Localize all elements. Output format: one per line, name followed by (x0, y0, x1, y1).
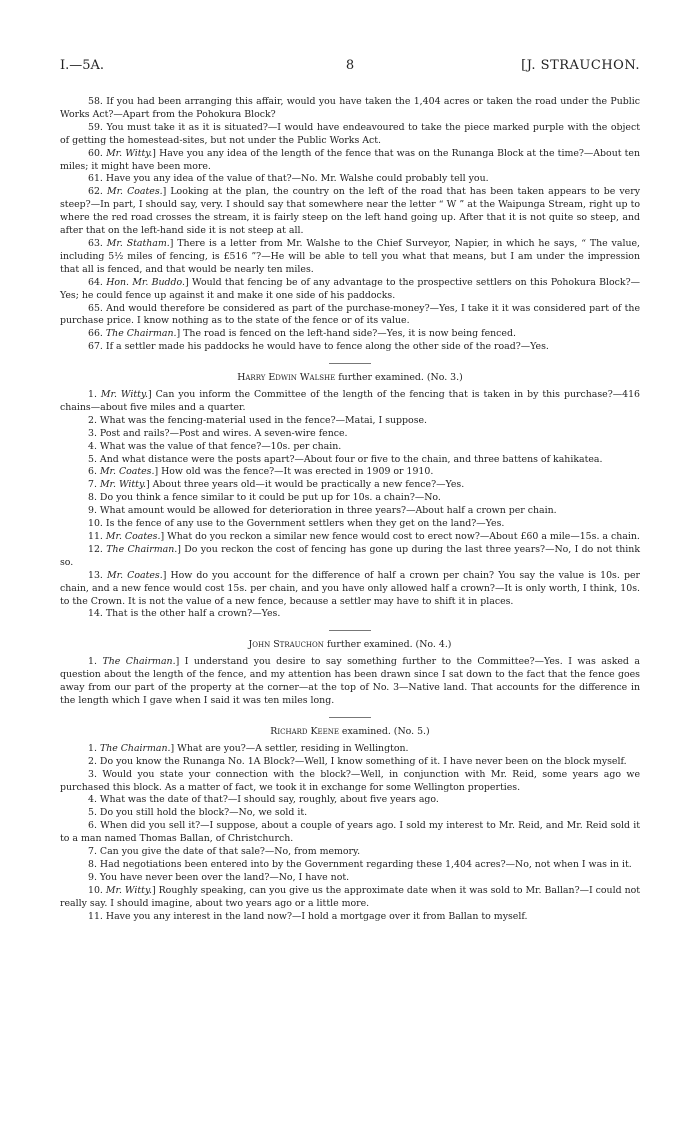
section-divider (329, 717, 371, 718)
testimony-paragraph (60, 794, 640, 807)
testimony-paragraph (60, 479, 640, 492)
speaker-label: Mr. Coates. (99, 466, 155, 478)
testimony-text: ] Would that fencing be of any advantage to the prospective settlers on this Pohokura Block?—Yes; he could fence up against it and make it one side of his paddocks. (60, 276, 641, 301)
question-number: 7. (88, 479, 97, 491)
speaker-label: Mr. Witty. (100, 389, 148, 401)
testimony-text: 11. Have you any interest in the land now?—I hold a mortgage over it from Ballan to myself. (88, 910, 528, 922)
section-divider (329, 630, 371, 631)
testimony-paragraph (60, 911, 640, 924)
speaker-label: Mr. Coates. (107, 186, 163, 198)
paper-reference: I.—5A. (60, 58, 105, 73)
testimony-text: ] Looking at the plan, the country on the left of the road that has been taken appears to be very steep?—In part, I should say, very. I should say that somewhere near the letter “ W ” at the Waipunga Stream, right up to where the red road crosses the stream, it is fairly steep on the left hand going up. After that it is not quite so steep, and after that on the left-hand side it is not steep at all. (60, 186, 640, 237)
testimony-paragraph (60, 608, 640, 621)
testimony-text: ] The road is fenced on the left-hand side?—Yes, it is now being fenced. (176, 328, 516, 340)
testimony-text: 7. Can you give the date of that sale?—No, from memory. (88, 846, 361, 858)
testimony-block-walshe (60, 389, 640, 621)
testimony-paragraph (60, 544, 640, 570)
testimony-paragraph (60, 769, 640, 795)
question-number: 62. (88, 186, 103, 198)
testimony-text: 65. And would therefore be considered as part of the purchase-money?—Yes, I take it it was considered part of the purchase price. I know nothing as to the state of the fence or of its value. (60, 302, 640, 327)
testimony-paragraph (60, 186, 640, 238)
testimony-paragraph (60, 518, 640, 531)
testimony-paragraph (60, 531, 640, 544)
speaker-label: Hon. Mr. Buddo. (106, 276, 186, 288)
page-header (60, 60, 640, 82)
testimony-text: 67. If a settler made his paddocks he would have to fence along the other side of the road?—Yes. (88, 341, 549, 353)
testimony-block-strauchon (60, 96, 640, 354)
testimony-text: ] Do you reckon the cost of fencing has gone up during the last three years?—No, I do not think so. (60, 543, 640, 568)
testimony-text: ] I understand you desire to say something further to the Committee?—Yes. I was asked a question about the length of the fence, and my attention has been drawn since I sat down to the fact that the fence goes away from our part of the property at the corner—at the top of No. 3—Native land. That accounts for the difference in the length which I gave when I said it was ten miles long. (60, 656, 640, 706)
question-number: 11. (88, 531, 103, 542)
testimony-paragraph (60, 756, 640, 769)
testimony-text: 5. Do you still hold the block?—No, we sold it. (88, 807, 308, 819)
testimony-text: ] Have you any idea of the length of the fence that was on the Runanga Block at the time?—About ten miles; it might have been more. (60, 147, 641, 172)
testimony-paragraph (60, 846, 640, 859)
question-number: 13. (88, 569, 103, 581)
testimony-block-strauchon-further (60, 656, 640, 708)
testimony-text: ] How do you account for the difference of half a crown per chain? You say the value is 10s. per chain, and a new fence would cost 15s. per chain, and you have only allowed half a crown?—It is only worth, I think, 10s. to the Crown. It is not the value of a new fence, because a settler may have to shift it in places. (60, 569, 640, 607)
testimony-text: 14. That is the other half a crown?—Yes. (88, 608, 281, 620)
testimony-paragraph (60, 570, 640, 609)
testimony-paragraph (60, 122, 640, 148)
question-number: 6. (88, 466, 97, 478)
section-heading-strauchon (60, 639, 640, 652)
testimony-text: 9. What amount would be allowed for deterioration in three years?—About half a crown per chain. (88, 505, 557, 517)
question-number: 1. (88, 742, 97, 754)
examination-note: examined. (No. 5.) (338, 725, 430, 737)
witness-name: John Strauchon (248, 639, 324, 651)
testimony-text: ] How old was the fence?—It was erected in 1909 or 1910. (154, 466, 434, 478)
testimony-paragraph (60, 807, 640, 820)
testimony-text: ] What are you?—A settler, residing in Wellington. (170, 742, 409, 754)
speaker-label: Mr. Statham. (106, 237, 170, 249)
speaker-label: The Chairman. (105, 328, 177, 340)
testimony-paragraph (60, 492, 640, 505)
testimony-text: ] Roughly speaking, can you give us the approximate date when it was sold to Mr. Ballan?—I could not really say. I should imagine, about two years ago or a little more. (60, 884, 641, 909)
speaker-label: Mr. Witty. (99, 479, 146, 491)
testimony-paragraph (60, 820, 640, 846)
question-number: 1. (88, 389, 97, 401)
testimony-text: 3. Would you state your connection with the block?—Well, in conjunction with Mr. Reid, some years ago we purchased this block. As a matter of fact, we took it in exchange for some Wellington properties. (60, 768, 640, 793)
testimony-text: 10. Is the fence of any use to the Government settlers when they get on the land?—Yes. (88, 518, 505, 530)
testimony-paragraph (60, 173, 640, 186)
speaker-label: Mr. Coates. (105, 531, 161, 542)
testimony-paragraph (60, 389, 640, 415)
section-heading-keene (60, 726, 640, 739)
testimony-paragraph (60, 96, 640, 122)
examination-note: further examined. (No. 3.) (335, 372, 463, 384)
witness-name: Harry Edwin Walshe (237, 372, 336, 384)
question-number: 1. (88, 656, 97, 668)
testimony-paragraph (60, 277, 640, 303)
testimony-text: 61. Have you any idea of the value of that?—No. Mr. Walshe could probably tell you. (88, 173, 489, 185)
testimony-paragraph (60, 415, 640, 428)
testimony-text: 9. You have never been over the land?—No, I have not. (88, 871, 350, 883)
testimony-paragraph (60, 859, 640, 872)
question-number: 64. (88, 276, 103, 288)
testimony-paragraph (60, 238, 640, 277)
testimony-paragraph (60, 505, 640, 518)
testimony-text: 6. When did you sell it?—I suppose, about a couple of years ago. I sold my interest to Mr. Reid, and Mr. Reid sold it to a man named Thomas Ballan, of Christchurch. (60, 820, 640, 845)
speaker-label: The Chairman. (102, 656, 176, 668)
testimony-text: ] About three years old—it would be practically a new fence?—Yes. (145, 479, 465, 491)
speaker-label: Mr. Witty. (105, 884, 152, 896)
testimony-paragraph (60, 428, 640, 441)
section-divider (329, 363, 371, 364)
question-number: 60. (88, 147, 103, 159)
speaker-label: The Chairman. (106, 543, 178, 555)
testimony-text: 3. Post and rails?—Post and wires. A seven-wire fence. (88, 427, 348, 439)
testimony-paragraph (60, 872, 640, 885)
testimony-paragraph (60, 656, 640, 708)
testimony-paragraph (60, 441, 640, 454)
testimony-text: ] Can you inform the Committee of the length of the fencing that is taken in by this purchase?—416 chains—about five miles and a quarter. (60, 389, 641, 413)
testimony-paragraph (60, 328, 640, 341)
testimony-text: 2. What was the fencing-material used in the fence?—Matai, I suppose. (88, 414, 428, 426)
testimony-text: 4. What was the date of that?—I should say, roughly, about five years ago. (88, 794, 439, 806)
speaker-label: Mr. Witty. (106, 147, 153, 159)
examination-note: further examined. (No. 4.) (323, 639, 452, 651)
witness-running-head: [J. STRAUCHON. (521, 58, 640, 73)
testimony-text: 2. Do you know the Runanga No. 1A Block?—Well, I know something of it. I have never been on the block myself. (88, 755, 627, 767)
testimony-text: ] There is a letter from Mr. Walshe to the Chief Surveyor, Napier, in which he says, “ The value, including 5½ miles of fencing, is £516 ”?—He will be able to tell you what that means, but I am under the impression that all is fenced, and that would be nearly ten miles. (60, 237, 641, 275)
testimony-paragraph (60, 303, 640, 329)
section-heading-walshe (60, 372, 640, 385)
speaker-label: The Chairman. (99, 742, 171, 754)
testimony-paragraph (60, 743, 640, 756)
testimony-text: 8. Had negotiations been entered into by the Government regarding these 1,404 acres?—No, not when I was in it. (88, 858, 632, 870)
testimony-text: 59. You must take it as it is situated?—I would have endeavoured to take the piece marked purple with the object of getting the homestead-sites, but not under the Public Works Act. (60, 121, 640, 146)
testimony-paragraph (60, 466, 640, 479)
testimony-text: 58. If you had been arranging this affair, would you have taken the 1,404 acres or taken the road under the Public Works Act?—Apart from the Pohokura Block? (60, 96, 640, 120)
testimony-paragraph (60, 341, 640, 354)
page-number: 8 (345, 58, 355, 73)
testimony-paragraph (60, 454, 640, 467)
question-number: 63. (88, 237, 103, 249)
testimony-text: ] What do you reckon a similar new fence would cost to erect now?—About £60 a mile—15s. a chain. (160, 531, 640, 542)
testimony-paragraph (60, 885, 640, 911)
question-number: 12. (88, 543, 103, 555)
testimony-paragraph (60, 148, 640, 174)
testimony-text: 4. What was the value of that fence?—10s. per chain. (88, 440, 342, 452)
witness-name: Richard Keene (270, 725, 339, 737)
testimony-block-keene (60, 743, 640, 924)
question-number: 10. (88, 884, 103, 896)
testimony-text: 8. Do you think a fence similar to it could be put up for 10s. a chain?—No. (88, 492, 441, 504)
speaker-label: Mr. Coates. (107, 569, 163, 581)
question-number: 66. (88, 328, 103, 340)
testimony-text: 5. And what distance were the posts apart?—About four or five to the chain, and three battens of kahikatea. (88, 453, 603, 465)
